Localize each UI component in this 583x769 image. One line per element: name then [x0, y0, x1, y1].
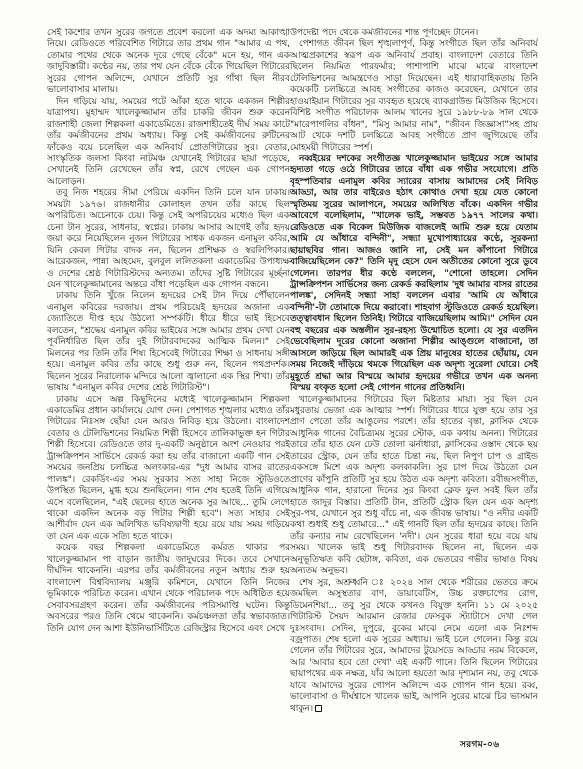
paragraph: ঢাকায় তিনি খুঁজে নিলেন হৃদয়ের সেই টান দিয়ে পৌঁছালেন এনামুল কবিরের দরজায়। প্রথম পরিচয়েই হৃদয়ের অজানা এক জ্যোতিতে দীপ্ত হয়ে উঠলো সম্পর্কটি। ধীরে ধীরে ভাই হিসেবে বলতেন, "শ্রদ্ধেয় এনামুল কবির ভাইয়ের সঙ্গে আমার প্রথম দেখা যেন পূর্বনির্ধারিত ছিল তাঁর দুই গিটারবাদকের আত্মিক মিলন।" সেই মিলনের পর তিনি তাঁর শিষ্য হিসেবেই গিটারের শিক্ষা ও সাধনায় সঙ্গী হয়ে। এনামুল কবির তাঁর কাছে শুধু গুরু নন, ছিলেন পথপ্রদর্শক। ছিলেন সুরের নিরালোক মন্দিরে আলো জ্বালানো এক স্থির শিখা। তাঁর ভাষায় "এনামুল কবির দেশের শ্রেষ্ঠ গিটারিস্ট"।	[47, 291, 290, 394]
paragraph: সেই কিশোর তখন সুরের জগতে প্রবেশ করলো এক অদম্য আকাঙ্খা নিয়ে। রেডিওতে পরিবেশিত গিটারে তার প্রথম গান "আমার এ পথ, তোমার পথের থেকে অনেক দূরে গেছে বেঁকে" মনে হয়, গান এক জাদুবিস্তারী। কণ্ঠের নয়, তার পথ যেন বেঁকে বেঁকে গিয়েছিল গিটারের সুরের গোপন অলিন্দে, যেখানে প্রতিটি সুর গাঁথা ছিল নীরব ভালোবাসার মালায়।	[47, 28, 290, 96]
right-column	[290, 28, 538, 718]
paragraph: উপদেষ্টা পদে থেকে কর্মজীবনের শান্ত পূর্ণচ্ছেদ টানেন।	[290, 28, 479, 38]
paragraph: ঢাকায় এসে অল্প কিছুদিনের মধ্যেই খালেকুজ্জামান শিল্পকলা একাডেমির প্রধান কার্যালয়ে যোগ দেন। পেশাগত শৃঙ্খলার মধ্যেও তাঁর গিটারের নিঃসঙ্গ ছোঁয়া যেন আরও নিবিড় হয়ে উঠলো। বাংলাদেশ বেতার ও টেলিভিশনের নিয়মিত শিল্পী হিসেবে তালিকাভুক্ত হন গিটার শিল্পী হিসেবে। রেডিওতে তার দু-একটি অনুষ্ঠানে অংশ নেওয়ার পরই ট্রান্সক্রিপশন সার্ভিসে রেকর্ড করা হয় তাঁর বাজানো একটি গান সেই সময়ের জনপ্রিয় চলচ্চিত্র অলংকার-এর "দুধ আমার বাসর রাতের পালঙ্ক"। রেকর্ডিং-এর সময় সুরকার সত্য সাহা নিজে স্টুডিওতে উপস্থিত ছিলেন, মুগ্ধ হয়ে শুনছিলেন। গান শেষ হতেই তিনি এগিয়ে এসে বলেছিলেন, "এই ছেলের হাতে অনেক সুর আছে... তুমি লেগে থাকো একদিন অনেক বড় গিটার শিল্পী হবে"। সত্য সাহার সেই আশীর্বাদ যেন এক অলিখিত ভবিষ্যদ্বাণী হয়ে রয়ে যায় সময় গড়িয়ে তা যেন এক একে সত্যি হতে থাকে।	[47, 394, 290, 542]
end-mark-icon	[315, 705, 322, 712]
closing-text: শেষ সুর, অশ্রুধ্বনি ঃ ২০২৪ সাল থেকে শরীরের ভেতরে ক্রমে জমছিল অসুস্থতার বাণ, ডায়াবেটিস, উচ্চ রক্তচাপের রোগ, ডিমেনশিয়া... তবু সুর থেকে কখনও বিযুক্ত হননি। ১১ মে ২০২৫ গিটারিস্ট সৈয়দ আরমান রেজার ফেসবুক স্ট্যাটাসে দেখা গেল দুঃসংবাদ। সেদিন, দুপুরে, বুকের মাঝে নেমে এলো এক নিঃশব্দ বজ্রপাত। শেষ হলো এক সুরের অধ্যায়। ভাই চলে গেলেন। কিন্তু রয়ে গেলেন তাঁর গিটারের সুরে, আমাদের টুয়েসডে আড্ডার নরম বিকেলে, আর 'আবার হবে তো দেখা' এই একটি গানে। তিনি ছিলেন গিটারের ছায়াপথের এক নক্ষত্র, যাঁর আলো হয়তো আর দৃশ্যমান নয়, তবু থেকে যাবে আমাদের সুরের গোপন অলিন্দে এক গোপন গান হয়ে। রব্ব, ভালোবাসা ও দীর্ঘশ্বাসে খালেক ভাই, আপনি সুরের মাঝে চির ভাসমান থাকুন।	[290, 577, 538, 714]
paragraph: তবু নিজ শহরের সীমা পেরিয়ে একদিন তিনি চলে যান ঢাকায়। সময়টা ১৯৭৬। রাজধানীর কোলাহল তখন তাঁর কাছে ছিল অপরিচিত। অচেনাকে চেয়। কিন্তু সেই অপরিচয়ের মধ্যেও ছিল এক চেনা টান সুরের, সাধনার, স্বপ্নের। ঢাকায় আসার আগেই তাঁর হৃদয় জয়া করে নিয়েছিলেন নুজন গিটারের সাধক একজন এনামুল কবির, যিনি কেবল গিটার বাদক নন, ছিলেন প্রশিক্ষক ও স্বরলিপিকার। আরেকজন, পান্না আহমেদ, বুলবুল ললিতকলা একাডেমির উপাধ্যক্ষ ও দেশের শ্রেষ্ঠ গিটারিস্টদের অন্যতম। তাঁদের সুষ্টি গিটারের মূৰ্চ্ছনা যেন খালেকুজ্জামানের অন্তরে বাঁধা পড়েছিল এক গোপন বন্ধনে।	[47, 188, 290, 290]
paragraph: নব্বইয়ের দশকের সংগীতজ্ঞ খালেকুজ্জামান ভাইয়ের সঙ্গে আমার হৃদ্যতা গড়ে ওঠে গিটারের তারে বাঁধা এক গভীর সংযোগে। প্রতি বৃহস্পতিবার এনামুল কবির স্যারের বাসায় আমাদের সেই নিবিড় আড্ডা, আর তার বাইরেও হঠাৎ কোথাও দেখা হয়ে যেত কোনো স্মৃতিময় সুরের আলাপনে, সময়ের অলিখিত বাঁকে। একদিন গভীর আবেগে বলেছিলাম, "খালেক ভাই, সম্ভবত ১৯৭৭ সালের কথা। রেডিওতে এক বিকেল মিউজিক বাজলেই আমি শুরু হয়ে যেতাম আমি যে আঁধারে বন্দিনী", সন্ধ্যা মুখোপাধ্যায়ের কণ্ঠে, সুরকন্যা ছায়াছবির গান। আজও জানি না, সেই মন কাঁপানো গিটারে বাজিয়েছিলেন কে?" তিনি মৃদু হেসে যেন অতীতের কোনো সুরে ডুবে গেলেন। তারপর ধীর কণ্ঠে বললেন, "শোনো তাহলে। সেদিন ট্রান্সক্রিপশন সার্ভিসের জন্য রেকর্ড করছিলাম 'দুধ আমার বাসর রাতের পালঙ্ক', সেদিনই সন্ধ্যা সাহা বললেন এবার 'আমি যে আঁধারে বন্দিনী'-টা তোমাকে দিয়ে করাবো। শাহবাগ স্টুডিওতে রেকর্ড হয়েছিল। তত্ত্বাবধান ছিলেন তিনিই। গিটারে বাজিয়েছিলাম আমি।" সেদিন যেন বহু বছরের এক অস্তলীন সুর-রহস্য উন্মোচিত হলো। যে সুর এতদিন ভেবেছিলাম দূরের কোনো অজানা শিল্পীর আঙ্গুলে বাজানো, তা আসলে জড়িয়ে ছিল আমারই এক প্রিয় মানুষের হাতের ছোঁয়ায়, যেন সময় নিজেই দাঁড়িয়ে থমকে গিয়েছিল এক অদৃশ্য সুরেলা ঘোরে। সেই মুহূর্তে শ্রদ্ধা আর বিস্ময়ে আমার হৃদয়ের গভীরে তখন এক অনন্য বিস্ময় বংকৃত হলো সেই গোপন গানের প্রতিধ্বনি।	[290, 153, 538, 394]
paragraph: পেশাগত জীবন ছিল শৃঙ্খলাপূর্ণ, কিন্তু সংগীতে ছিল তাঁর অনিবার্য আত্মপ্রকাশের স্বরূপ এক অনিবার্য প্রবাহ। বাংলাদেশ বেতারে তিনি ছিলেন নিয়মিত পারফর্মার; পাশাপাশি মাঝে মাঝে বাংলাদেশ টেলিভিশনের আমন্ত্রণেও সাড়া দিয়েছেন। এই ধারাবাহিকতায় তিনি কয়েকটি চলচ্চিত্রে আবহ সংগীতের কাজও করেছেন, যেখানে তার হাওয়াইয়ান গিটারের সুর ব্যবহৃত হয়েছে ব্যাকগ্রাউন্ড মিউজিক হিসেবে। বিশিষ্ট সংগীত পরিচালক আলম খানের সুরে ১৯৮৮-৮৯ সাল থেকে "মারেপাগলির বাঁধন", "মিসু আমার নাম", "জীবন জিজ্ঞাসা"সহ প্রায় আট থেকে দশটি চলচ্চিত্রে আবহ সংগীতে প্রাণ জুগিয়েছে তাঁর মোহময়ী গিটারের স্পর্শ।	[290, 39, 538, 153]
page-number: সরগম-০৬	[460, 740, 500, 750]
paragraph: কয়েক বছর শিল্পকলা একাডেমিতে কর্মরত থাকার পর খালেকুজ্জামান পা বাড়ান জাতীয় জাদুঘরের দিকে। তবে সেখানে দীর্ঘদিন থাকেননি। এরপর তাঁর কর্মজীবনের নতুন অধ্যায় শুরু হয় বাংলাদেশ বিশ্ববিদ্যালয় মঞ্জুরি কমিশনে, যেখানে তিনি নিজের ভূমিকাকে পরিচিত করেন। এখান থেকে পরিচালক পদে অধিষ্ঠিত হয়ে সেবাবসরগ্রহণ করেন। তাঁর কর্মজীবনের পরিসমাপ্তি ঘটেন। কিন্তু অবসরের পরও তিনি থেমে থাকেননি। কর্মচঞ্চলতা তাঁর স্বভাবজাত। তিনি যোগ দেন আশা ইউনিভার্সিটিতে রেজিস্ট্রার হিসেবে এবং সেখে	[47, 543, 290, 634]
paragraph: দিন গড়িয়ে যায়, সময়ের পটে আঁকা হতে থাকে একজন শিল্পীর যাত্রাপথ। মুহাম্মদ খালেকুজ্জামান তাঁর চাকরি জীবন শুরু করেন রাজশাহী জেলা শিল্পকলা একাডেমিতে। রাজশাহীতেই দীর্ঘ সময় কাটে তাঁর কর্মজীবনের প্রথম অধ্যায়। কিন্তু সেই কর্মজীবনের রুটিনের ফাঁকেও বয়ে চলেছিল এক অনিবার্য প্রোতগিটারের সুর। বেতার, সাংস্কৃতিক জলসা কিংবা নাটমঞ্চ যেখানেই গিটারের ছায়া পড়েছে, সেখানেই তিনি রেখেছেন তাঁর স্বপ্ন, রেখে গেছেন এক গোপন আলোড়ন।	[47, 96, 290, 187]
left-column	[47, 28, 290, 718]
closing-paragraph	[290, 578, 538, 715]
paragraph: খালেকুজ্জামানের গিটারের ছিল মিষ্টতার মায়া। সুর ছিল যেন মধুরতায় ভেজা এক আত্মার স্পর্শ। গিটারের ধারে যুক্ত হয়ে তার সুর প্রাণ পেতো তাঁর আঙুলের পরশে। তাঁর হাতের বৃন্তা, ক্লাসিক থেকে আধুনিক গানের বৈচিত্র্যময় সুরের স্টোক, এক কথায় অনন্য। গিটারের তারে তাঁর হাত যেন ঢেউ তোলা ঝর্নাধারা, ক্লাসিকের ওস্তাদ থেকে ছয় তারের স্ট্রোক, যেন তাঁর হাতে চিন্তা নয়, ছিল নিপুণ চাপ ও গ্রাইন্ড একসঙ্গে মিশে এক অদৃশ্য কলকাকলি। সুর চাপ দিয়ে উঠতো যেন প্রাণের কাঁপুনি প্রতিটি সুর হয়ে উঠত এক অদৃশ্য কবিতা। রবীন্দ্রসংগীত, আধুনিক গান, হারানো দিনের সুর কিংবা ক্লেফ ফুল সবই ছিল তাঁর হাতে জাদুর বিস্তার। প্রতিটি টান, প্রতিটি স্ট্রোক ছিল যেন এক অদৃশ্য সুর-পথ, যেখানে সুর শুধু বাঁচে না, এক জীবন্ত ভাষায়। "ও নদীর একটি কথা শুধাই শুধু তোমারে..." এই গানটি ছিল তাঁর হৃদয়ের কাছে। তিনি তাঁর কন্যার নাম রেখেছিলেন 'নদী'। যেন সুরের ধারা হয়ে বয়ে যায় সময়। খালেক ভাই শুধু গিটারবাদক ছিলেন না, ছিলেন এক অনুভূতিঋত কবি ছেটাঙ্গ, কবিতা, এক ভেতরের গভীর ভাষাও বিষয় অন্যতম অনুভব।	[290, 394, 538, 577]
